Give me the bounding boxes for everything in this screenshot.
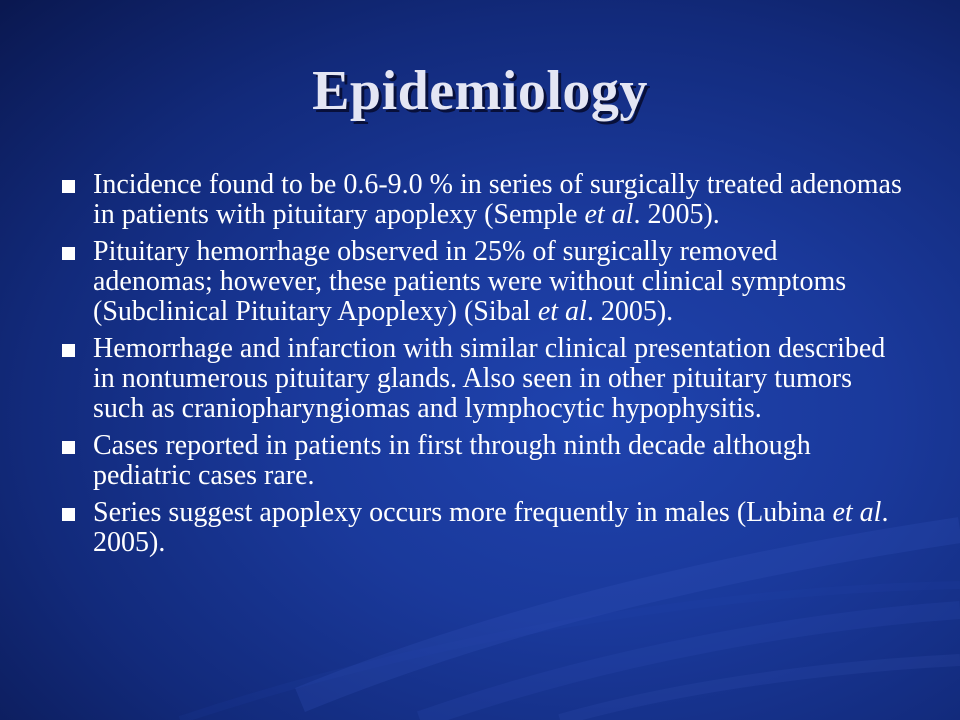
bullet-text-run: . 2005). (586, 296, 674, 327)
bullet-text (93, 236, 846, 327)
bullet-item (62, 431, 902, 491)
square-bullet-icon (62, 180, 75, 193)
square-bullet-icon (62, 247, 75, 260)
bullet-list (62, 170, 902, 565)
bullet-text-run: Pituitary hemorrhage observed in 25% of surgically removed adenomas; however, these patients were without clinical symptoms (Subclinical Pituitary Apoplexy) (Sibal (93, 236, 847, 327)
bullet-text-run: Hemorrhage and infarction with similar clinical presentation described in nontumerous pituitary glands. Also seen in other pituitary tumors such as craniopharyngiomas and lymphocytic hypophysitis. (93, 333, 886, 424)
bullet-item (62, 237, 902, 327)
bullet-text-run: Cases reported in patients in first through ninth decade although pediatric cases rare. (93, 430, 811, 491)
citation-italic: et al (584, 199, 634, 230)
bullet-text (93, 169, 902, 230)
bullet-text (93, 333, 885, 424)
square-bullet-icon (62, 508, 75, 521)
bullet-text (93, 430, 811, 491)
bullet-item (62, 498, 902, 558)
bullet-text-run: Incidence found to be 0.6-9.0 % in series of surgically treated adenomas in patients with pituitary apoplexy (Semple (93, 169, 902, 230)
bullet-text-run: . 2005). (633, 199, 720, 230)
square-bullet-icon (62, 344, 75, 357)
slide-title: Epidemiology (312, 60, 648, 122)
bullet-item (62, 170, 902, 230)
square-bullet-icon (62, 441, 75, 454)
bullet-text-run: . 2005). (93, 497, 889, 558)
bullet-item (62, 334, 902, 424)
citation-italic: et al (537, 296, 587, 327)
citation-italic: et al (832, 497, 882, 528)
bullet-text (93, 497, 888, 558)
bullet-text-run: Series suggest apoplexy occurs more frequently in males (Lubina (93, 497, 833, 528)
